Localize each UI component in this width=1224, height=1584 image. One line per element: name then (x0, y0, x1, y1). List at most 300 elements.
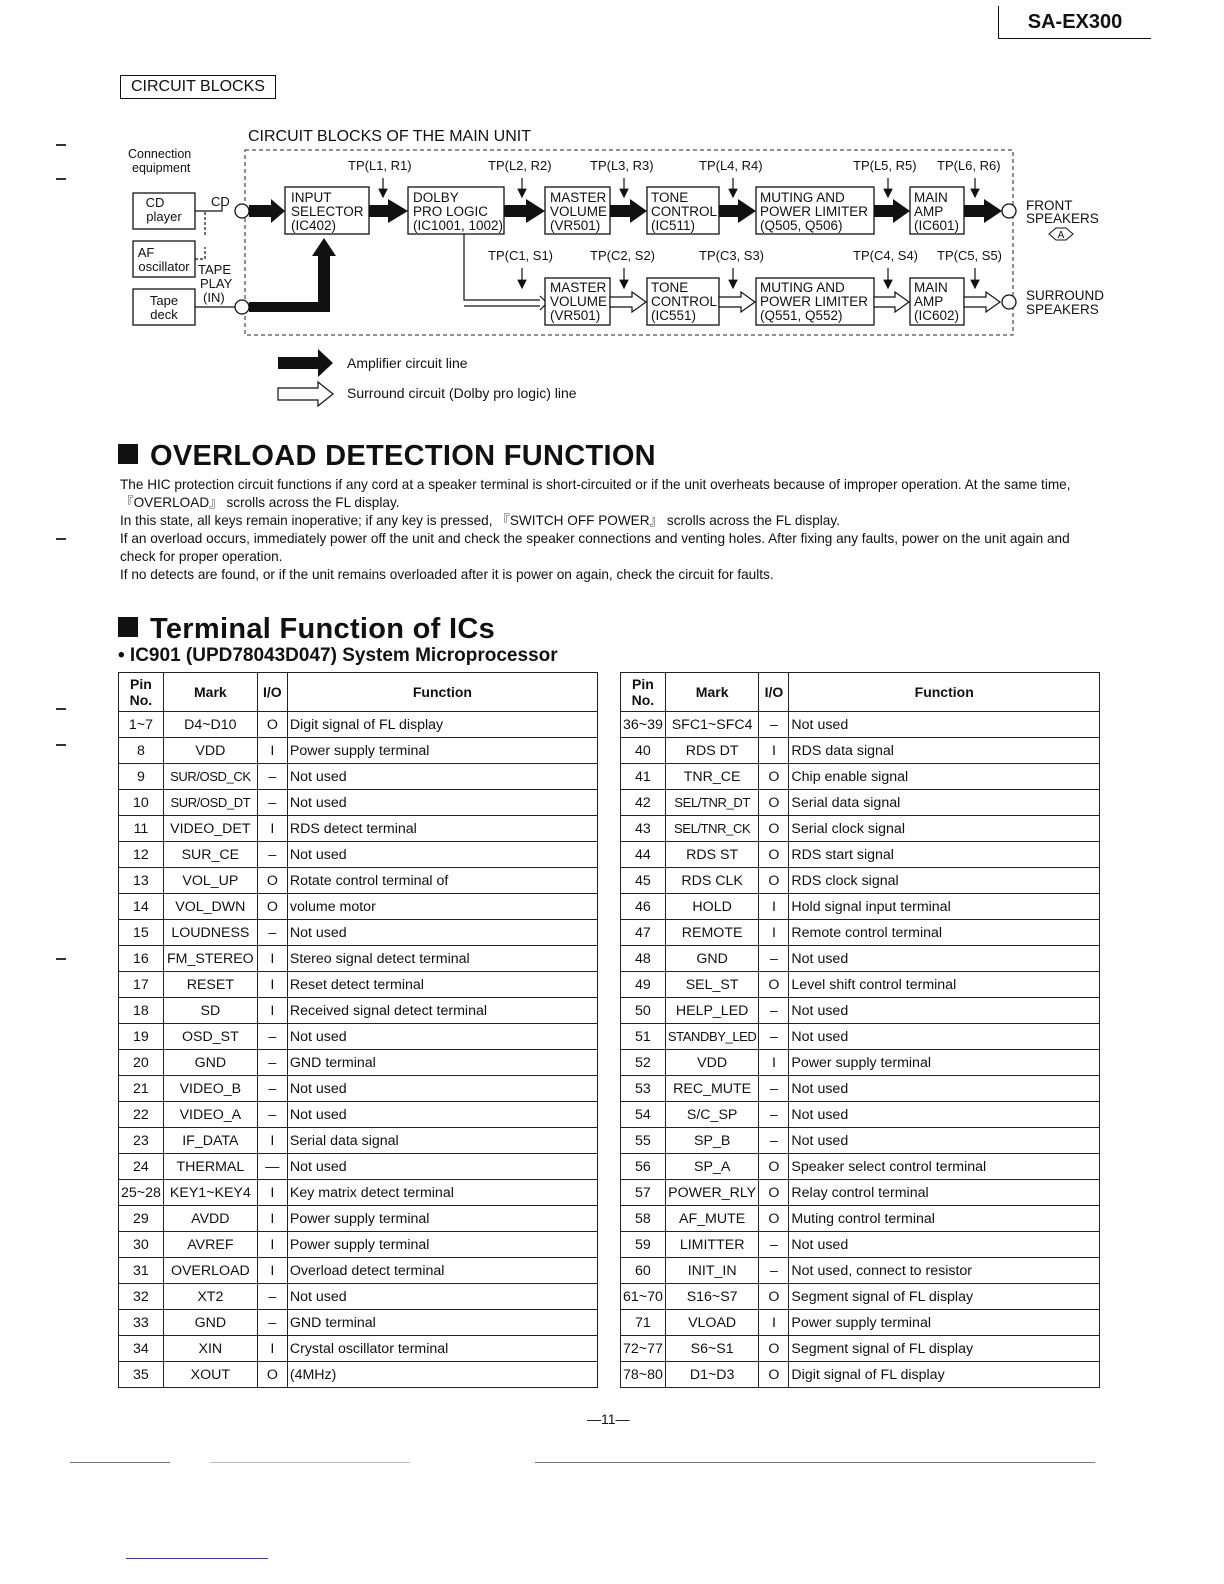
function-cell: RDS start signal (789, 842, 1100, 868)
svg-text:VOLUME: VOLUME (550, 294, 608, 309)
surround-legend-icon (278, 382, 333, 406)
pin-cell: 23 (119, 1128, 164, 1154)
svg-text:(IC601): (IC601) (914, 218, 960, 233)
function-cell: Power supply terminal (287, 738, 597, 764)
table-row (119, 946, 598, 972)
io-cell: I (257, 998, 287, 1024)
io-cell: – (257, 1076, 287, 1102)
table-row (119, 1128, 598, 1154)
io-cell: I (257, 1128, 287, 1154)
table-row (621, 972, 1100, 998)
function-cell: GND terminal (287, 1050, 597, 1076)
pin-cell: 58 (621, 1206, 666, 1232)
pin-cell: 19 (119, 1024, 164, 1050)
table-row (119, 1024, 598, 1050)
af-oscillator-label: AF (137, 245, 155, 260)
pin-table-right (620, 672, 1100, 1388)
pin-header: Pin No. (621, 673, 666, 712)
function-cell: RDS detect terminal (287, 816, 597, 842)
io-cell: – (257, 1102, 287, 1128)
io-cell: O (759, 1284, 789, 1310)
function-header: Function (287, 673, 597, 712)
pin-cell: 59 (621, 1232, 666, 1258)
io-cell: O (759, 868, 789, 894)
mark-cell: SEL/TNR_CK (665, 816, 759, 842)
function-cell: Segment signal of FL display (789, 1284, 1100, 1310)
svg-text:MAIN: MAIN (914, 190, 948, 205)
function-header: Function (789, 673, 1100, 712)
table-row (621, 1024, 1100, 1050)
svg-text:MUTING AND: MUTING AND (760, 280, 845, 295)
mark-cell: POWER_RLY (665, 1180, 759, 1206)
pin-cell: 41 (621, 764, 666, 790)
svg-text:(VR501): (VR501) (550, 218, 601, 233)
pin-cell: 18 (119, 998, 164, 1024)
function-cell: Power supply terminal (789, 1050, 1100, 1076)
io-cell: I (257, 816, 287, 842)
surround-line-arrow (719, 292, 755, 312)
pin-cell: 30 (119, 1232, 164, 1258)
footer-rule (126, 1558, 268, 1559)
table-row (119, 1102, 598, 1128)
model-number: SA-EX300 (998, 6, 1151, 39)
surround-line-arrow (964, 292, 1000, 312)
table-row (621, 1362, 1100, 1388)
pin-cell: 12 (119, 842, 164, 868)
mark-cell: LOUDNESS (163, 920, 257, 946)
function-cell: Not used (789, 1232, 1100, 1258)
test-point-label: TP(L4, R4) (699, 158, 763, 173)
pin-cell: 46 (621, 894, 666, 920)
table-row (119, 738, 598, 764)
mark-cell: THERMAL (163, 1154, 257, 1180)
function-cell: Digit signal of FL display (287, 712, 597, 738)
function-cell: Not used (789, 946, 1100, 972)
mark-header: Mark (665, 673, 759, 712)
svg-text:SELECTOR: SELECTOR (291, 204, 364, 219)
io-header: I/O (759, 673, 789, 712)
mark-cell: LIMITTER (665, 1232, 759, 1258)
io-cell: – (759, 712, 789, 738)
terminal-title: Terminal Function of ICs (150, 613, 496, 645)
io-cell: O (759, 816, 789, 842)
mark-cell: VDD (665, 1050, 759, 1076)
io-cell: I (257, 1232, 287, 1258)
io-cell: – (257, 1284, 287, 1310)
footer-rule (70, 1462, 170, 1463)
pin-cell: 52 (621, 1050, 666, 1076)
table-row (119, 1180, 598, 1206)
table-row (621, 1258, 1100, 1284)
io-cell: O (257, 894, 287, 920)
mark-cell: SEL/TNR_DT (665, 790, 759, 816)
pin-cell: 1~7 (119, 712, 164, 738)
pin-cell: 29 (119, 1206, 164, 1232)
function-cell: Received signal detect terminal (287, 998, 597, 1024)
section-label-circuit-blocks: CIRCUIT BLOCKS (120, 75, 276, 99)
mark-cell: HOLD (665, 894, 759, 920)
connection-label: equipment (132, 161, 191, 175)
speaker-a-badge (1049, 228, 1073, 241)
function-cell: Not used (287, 1284, 597, 1310)
pin-cell: 25~28 (119, 1180, 164, 1206)
test-point-label: TP(L6, R6) (937, 158, 1001, 173)
table-row (119, 1232, 598, 1258)
table-row (621, 790, 1100, 816)
table-row (621, 1336, 1100, 1362)
svg-text:MASTER: MASTER (550, 280, 607, 295)
svg-text:TONE: TONE (651, 190, 689, 205)
surround-line-arrow (610, 292, 646, 312)
pin-cell: 72~77 (621, 1336, 666, 1362)
surround-line-arrow (874, 292, 909, 312)
io-cell: — (257, 1154, 287, 1180)
pin-cell: 16 (119, 946, 164, 972)
pin-cell: 35 (119, 1362, 164, 1388)
svg-text:CONTROL: CONTROL (651, 204, 718, 219)
function-cell: Level shift control terminal (789, 972, 1100, 998)
io-cell: – (257, 1024, 287, 1050)
footer-rule (535, 1462, 1095, 1463)
io-cell: I (257, 946, 287, 972)
io-cell: O (759, 790, 789, 816)
function-cell: Power supply terminal (287, 1206, 597, 1232)
function-cell: Stereo signal detect terminal (287, 946, 597, 972)
amplifier-line-arrow (874, 199, 910, 223)
circuit-block-diagram (0, 0, 1224, 420)
cd-input-label: CD (211, 194, 230, 209)
mark-cell: AVDD (163, 1206, 257, 1232)
tape-jack-icon (235, 300, 249, 314)
table-row (621, 946, 1100, 972)
cd-player-label: CD (145, 195, 165, 210)
pin-cell: 54 (621, 1102, 666, 1128)
mark-cell: XT2 (163, 1284, 257, 1310)
mark-header: Mark (163, 673, 257, 712)
io-cell: O (759, 1154, 789, 1180)
pin-cell: 61~70 (621, 1284, 666, 1310)
mark-cell: OVERLOAD (163, 1258, 257, 1284)
pin-cell: 9 (119, 764, 164, 790)
pin-cell: 55 (621, 1128, 666, 1154)
table-row (119, 1310, 598, 1336)
cd-jack-icon (235, 204, 249, 218)
io-header: I/O (257, 673, 287, 712)
amplifier-line-arrow (249, 199, 285, 223)
function-cell: Not used (789, 1128, 1100, 1154)
io-cell: I (257, 1336, 287, 1362)
function-cell: Serial data signal (789, 790, 1100, 816)
pin-cell: 31 (119, 1258, 164, 1284)
table-row (119, 1258, 598, 1284)
table-row (119, 894, 598, 920)
io-cell: I (759, 1050, 789, 1076)
function-cell: Power supply terminal (789, 1310, 1100, 1336)
table-row (621, 712, 1100, 738)
table-row (119, 1206, 598, 1232)
pin-cell: 53 (621, 1076, 666, 1102)
io-cell: O (759, 1180, 789, 1206)
diagram-title: CIRCUIT BLOCKS OF THE MAIN UNIT (248, 128, 531, 145)
mark-cell: S6~S1 (665, 1336, 759, 1362)
test-point-label: TP(C1, S1) (488, 248, 554, 263)
pin-cell: 8 (119, 738, 164, 764)
svg-text:MUTING AND: MUTING AND (760, 190, 845, 205)
io-cell: – (257, 920, 287, 946)
pin-cell: 40 (621, 738, 666, 764)
io-cell: O (759, 1206, 789, 1232)
front-speakers-label: FRONT (1026, 198, 1073, 213)
function-cell: RDS data signal (789, 738, 1100, 764)
io-cell: – (759, 1076, 789, 1102)
connection-label: Connection (128, 147, 192, 161)
svg-text:(IC511): (IC511) (651, 218, 696, 233)
terminal-heading (118, 613, 495, 646)
io-cell: I (257, 1258, 287, 1284)
svg-text:(VR501): (VR501) (550, 308, 601, 323)
bullet-square-icon (118, 617, 138, 637)
mark-cell: AVREF (163, 1232, 257, 1258)
mark-cell: VDD (163, 738, 257, 764)
function-cell: Reset detect terminal (287, 972, 597, 998)
io-cell: I (759, 894, 789, 920)
margin-mark (56, 538, 66, 540)
mark-cell: RDS CLK (665, 868, 759, 894)
overload-heading (118, 440, 656, 473)
svg-text:POWER LIMITER: POWER LIMITER (760, 204, 869, 219)
io-cell: I (759, 920, 789, 946)
table-row (621, 920, 1100, 946)
table-row (621, 1284, 1100, 1310)
table-row (119, 1284, 598, 1310)
table-row (621, 1180, 1100, 1206)
io-cell: I (257, 738, 287, 764)
function-cell: Serial data signal (287, 1128, 597, 1154)
test-point-label: TP(C4, S4) (853, 248, 919, 263)
function-cell: Not used (789, 712, 1100, 738)
pin-cell: 51 (621, 1024, 666, 1050)
mark-cell: SEL_ST (665, 972, 759, 998)
svg-text:(Q551, Q552): (Q551, Q552) (760, 308, 843, 323)
amplifier-line-arrow (249, 238, 336, 312)
svg-text:PRO LOGIC: PRO LOGIC (413, 204, 489, 219)
svg-text:(Q505, Q506): (Q505, Q506) (760, 218, 843, 233)
table-row (119, 816, 598, 842)
pin-cell: 14 (119, 894, 164, 920)
tape-input-label: TAPE (198, 262, 231, 277)
svg-text:DOLBY: DOLBY (413, 190, 459, 205)
amplifier-legend-icon (278, 349, 333, 377)
tape-input-label: (IN) (203, 290, 225, 305)
table-row (621, 1232, 1100, 1258)
amplifier-line-arrow (719, 199, 756, 223)
table-row (119, 1050, 598, 1076)
io-cell: – (759, 1128, 789, 1154)
function-cell: Chip enable signal (789, 764, 1100, 790)
cd-player-label: player (146, 209, 182, 224)
pin-cell: 33 (119, 1310, 164, 1336)
mark-cell: S/C_SP (665, 1102, 759, 1128)
table-row (621, 998, 1100, 1024)
overload-paragraph: In this state, all keys remain inoperative; if any key is pressed, 『SWITCH OFF POWER』 scrolls across the FL display. (120, 513, 840, 528)
table-row (621, 1128, 1100, 1154)
front-speaker-jack-icon (1002, 204, 1016, 218)
function-cell: Segment signal of FL display (789, 1336, 1100, 1362)
io-cell: – (257, 764, 287, 790)
function-cell: Not used (287, 790, 597, 816)
page-number: —11— (587, 1411, 630, 1427)
pin-cell: 24 (119, 1154, 164, 1180)
pin-cell: 34 (119, 1336, 164, 1362)
io-cell: O (759, 1336, 789, 1362)
table-row (621, 1310, 1100, 1336)
pin-cell: 78~80 (621, 1362, 666, 1388)
table-row (621, 1154, 1100, 1180)
function-cell: Serial clock signal (789, 816, 1100, 842)
function-cell: Not used (789, 1102, 1100, 1128)
overload-paragraph: If no detects are found, or if the unit remains overloaded after it is power on again, check the circuit for faults. (120, 567, 774, 582)
mark-cell: VIDEO_DET (163, 816, 257, 842)
test-point-label: TP(C2, S2) (590, 248, 656, 263)
mark-cell: TNR_CE (665, 764, 759, 790)
table-row (119, 998, 598, 1024)
mark-cell: REMOTE (665, 920, 759, 946)
io-cell: – (759, 1258, 789, 1284)
mark-cell: SP_A (665, 1154, 759, 1180)
front-speakers-label: SPEAKERS (1026, 211, 1099, 226)
pin-cell: 22 (119, 1102, 164, 1128)
function-cell: Not used (789, 1076, 1100, 1102)
table-row (119, 842, 598, 868)
function-cell: Power supply terminal (287, 1232, 597, 1258)
surround-speakers-label: SPEAKERS (1026, 302, 1099, 317)
table-row (621, 1206, 1100, 1232)
pin-cell: 10 (119, 790, 164, 816)
table-row (119, 1076, 598, 1102)
test-point-label: TP(L2, R2) (488, 158, 552, 173)
function-cell: Not used (287, 842, 597, 868)
table-row (119, 1336, 598, 1362)
mark-cell: VLOAD (665, 1310, 759, 1336)
pin-cell: 13 (119, 868, 164, 894)
svg-text:MAIN: MAIN (914, 280, 948, 295)
table-row (621, 868, 1100, 894)
function-cell: Relay control terminal (789, 1180, 1100, 1206)
af-oscillator-label: oscillator (138, 259, 190, 274)
mark-cell: STANDBY_LED (665, 1024, 759, 1050)
amplifier-line-arrow (369, 199, 408, 223)
mark-cell: SFC1~SFC4 (665, 712, 759, 738)
table-row (119, 764, 598, 790)
function-cell: Rotate control terminal of (287, 868, 597, 894)
mark-cell: SUR/OSD_CK (163, 764, 257, 790)
io-cell: – (759, 946, 789, 972)
pin-cell: 15 (119, 920, 164, 946)
pin-cell: 50 (621, 998, 666, 1024)
mark-cell: RDS ST (665, 842, 759, 868)
io-cell: O (759, 842, 789, 868)
io-cell: O (759, 1362, 789, 1388)
function-cell: Not used (287, 1102, 597, 1128)
function-cell: Muting control terminal (789, 1206, 1100, 1232)
io-cell: – (257, 1050, 287, 1076)
test-point-label: TP(C5, S5) (937, 248, 1003, 263)
pin-header: Pin No. (119, 673, 164, 712)
pin-cell: 45 (621, 868, 666, 894)
table-row (119, 920, 598, 946)
svg-text:(IC1001, 1002): (IC1001, 1002) (413, 218, 504, 233)
footer-rule (210, 1462, 410, 1463)
margin-mark (56, 708, 66, 710)
io-cell: – (759, 1232, 789, 1258)
table-row (621, 1076, 1100, 1102)
svg-text:(IC402): (IC402) (291, 218, 337, 233)
overload-title: OVERLOAD DETECTION FUNCTION (150, 440, 656, 472)
io-cell: – (759, 998, 789, 1024)
io-cell: – (759, 1024, 789, 1050)
mark-cell: HELP_LED (665, 998, 759, 1024)
table-row (621, 1102, 1100, 1128)
table-row (621, 842, 1100, 868)
pin-cell: 42 (621, 790, 666, 816)
mark-cell: OSD_ST (163, 1024, 257, 1050)
mark-cell: S16~S7 (665, 1284, 759, 1310)
function-cell: Not used (287, 920, 597, 946)
pin-cell: 48 (621, 946, 666, 972)
function-cell: Not used, connect to resistor (789, 1258, 1100, 1284)
function-cell: Hold signal input terminal (789, 894, 1100, 920)
test-point-label: TP(C3, S3) (699, 248, 765, 263)
surround-speaker-jack-icon (1002, 295, 1016, 309)
io-cell: I (759, 738, 789, 764)
mark-cell: D1~D3 (665, 1362, 759, 1388)
function-cell: Not used (287, 1024, 597, 1050)
function-cell: Not used (789, 998, 1100, 1024)
io-cell: I (257, 1180, 287, 1206)
mark-cell: GND (665, 946, 759, 972)
tape-input-label: PLAY (200, 276, 233, 291)
margin-mark (56, 958, 66, 960)
table-header-row (621, 673, 1100, 712)
surround-speakers-label: SURROUND (1026, 288, 1105, 303)
mark-cell: GND (163, 1050, 257, 1076)
mark-cell: AF_MUTE (665, 1206, 759, 1232)
test-point-label: TP(L5, R5) (853, 158, 917, 173)
svg-text:CONTROL: CONTROL (651, 294, 718, 309)
mark-cell: SP_B (665, 1128, 759, 1154)
margin-mark (56, 744, 66, 746)
pin-cell: 43 (621, 816, 666, 842)
pin-cell: 57 (621, 1180, 666, 1206)
io-cell: O (759, 764, 789, 790)
table-row (621, 816, 1100, 842)
function-cell: Overload detect terminal (287, 1258, 597, 1284)
function-cell: Speaker select control terminal (789, 1154, 1100, 1180)
io-cell: I (257, 1206, 287, 1232)
function-cell: Remote control terminal (789, 920, 1100, 946)
amplifier-legend-label: Amplifier circuit line (347, 355, 468, 371)
table-row (119, 868, 598, 894)
table-row (621, 764, 1100, 790)
amplifier-line-arrow (964, 199, 1002, 223)
mark-cell: INIT_IN (665, 1258, 759, 1284)
pin-cell: 60 (621, 1258, 666, 1284)
svg-text:TONE: TONE (651, 280, 689, 295)
speaker-a-label: A (1057, 230, 1065, 241)
table-row (621, 1050, 1100, 1076)
function-cell: Digit signal of FL display (789, 1362, 1100, 1388)
svg-text:MASTER: MASTER (550, 190, 607, 205)
